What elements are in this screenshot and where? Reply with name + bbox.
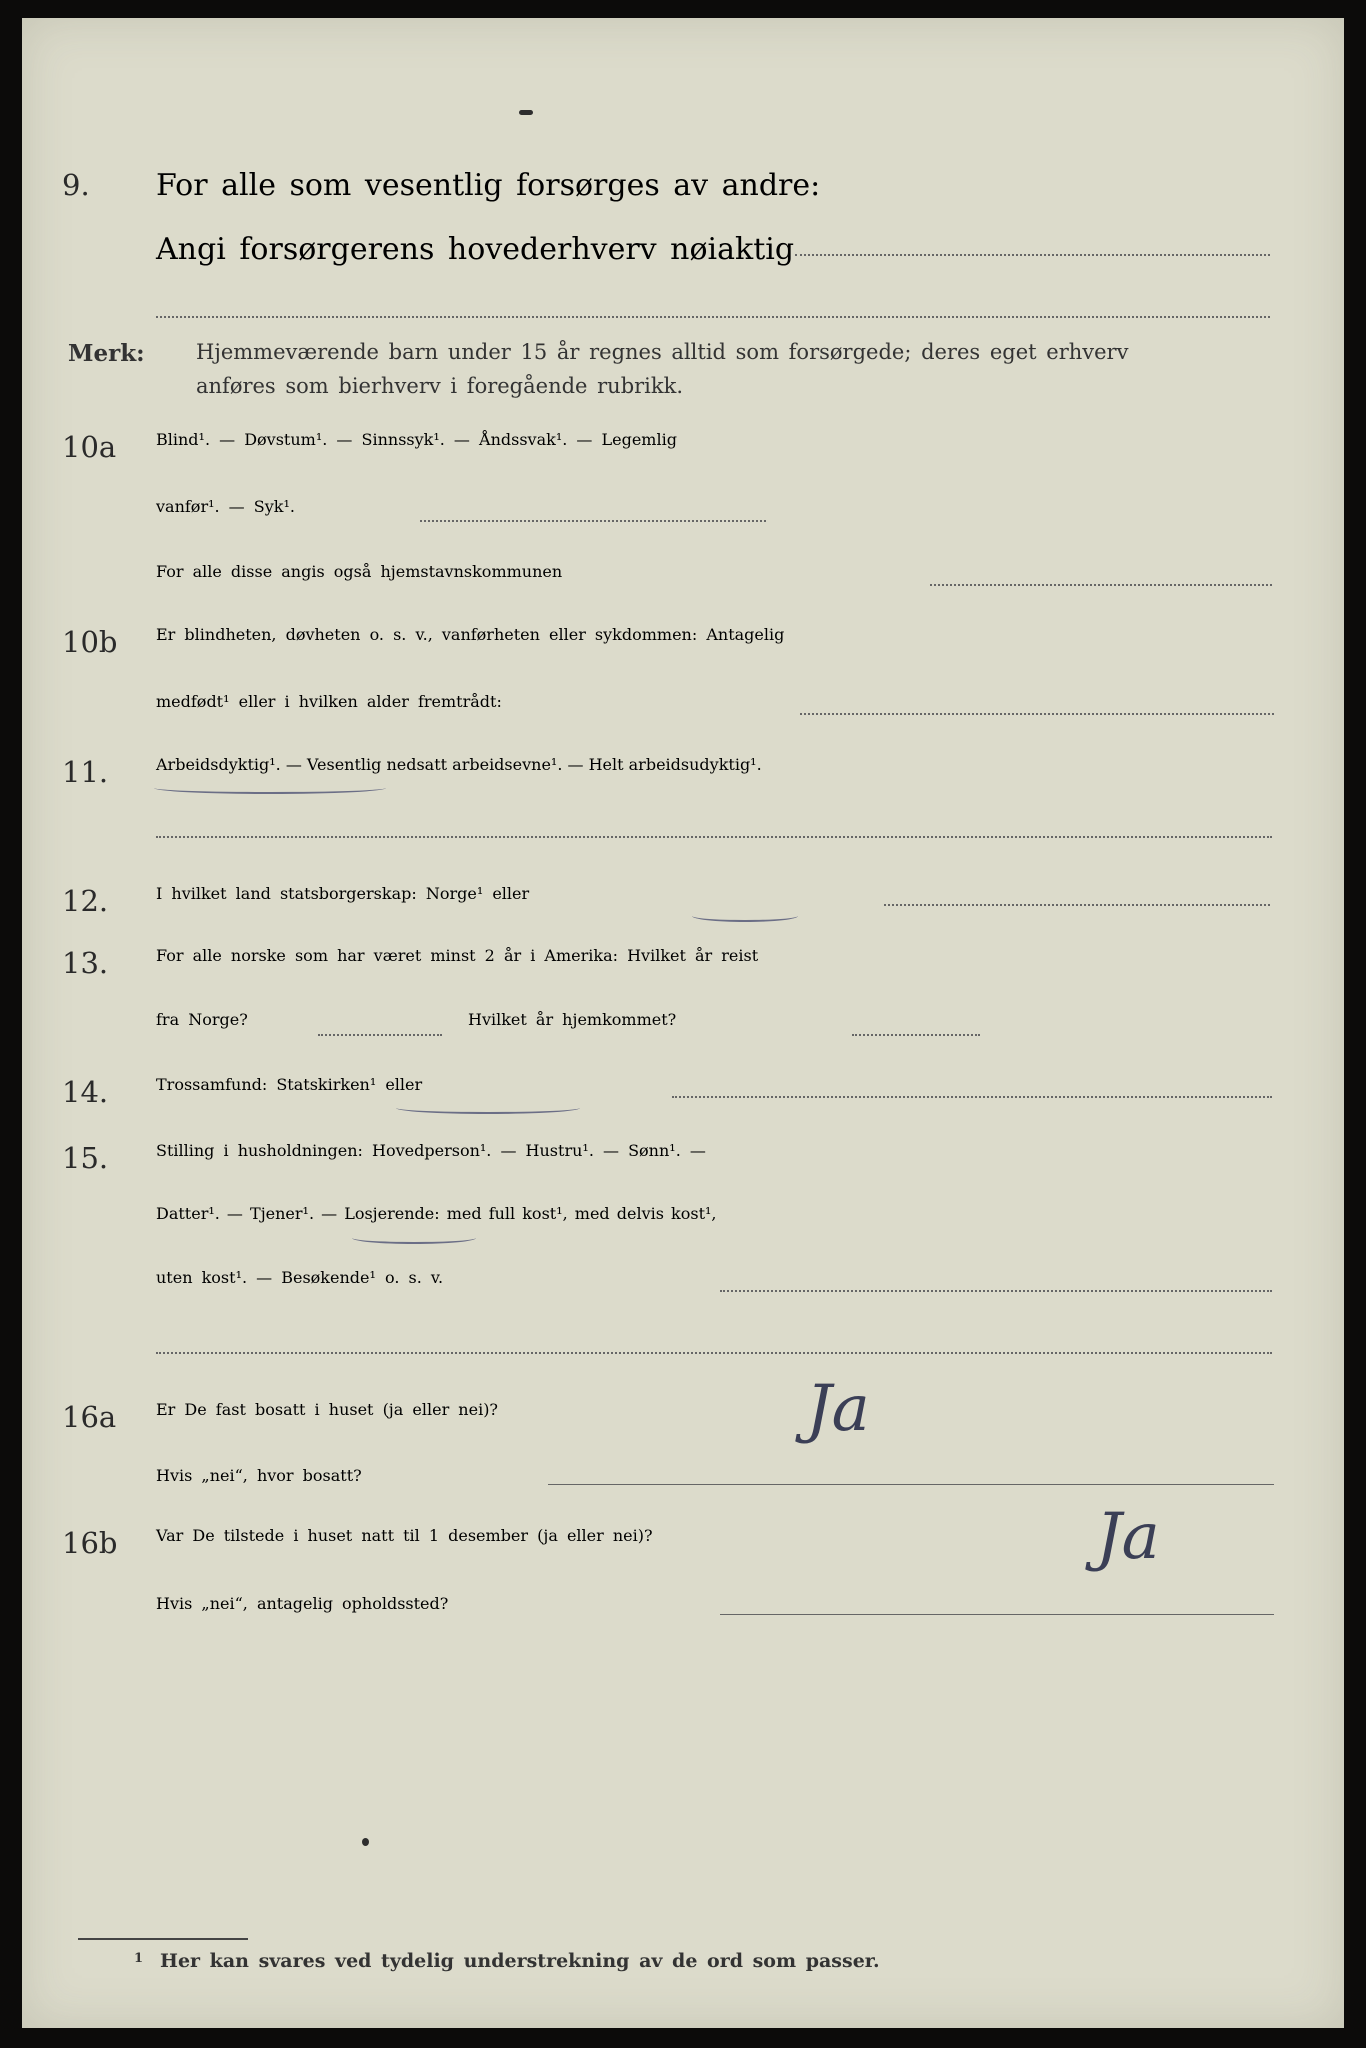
footnote-mark: 1	[134, 1951, 144, 1966]
handwritten-underline	[154, 782, 386, 794]
question-number: 16b	[62, 1526, 118, 1560]
note-text: anføres som bierhverv i foregående rubrikk.	[196, 374, 684, 398]
question-text: For alle som vesentlig forsørges av andre:	[156, 168, 821, 203]
question-number: 14.	[62, 1075, 109, 1109]
answer-line	[720, 1614, 1274, 1615]
question-text: uten kost¹. — Besøkende¹ o. s. v.	[156, 1268, 444, 1287]
question-text: vanfør¹. — Syk¹.	[156, 497, 295, 516]
ink-speck	[519, 110, 533, 115]
answer-line	[720, 1290, 1272, 1292]
answer-line	[672, 1096, 1272, 1098]
question-text: Trossamfund: Statskirken¹ eller	[156, 1075, 423, 1094]
answer-line	[930, 584, 1272, 586]
handwritten-underline	[692, 910, 798, 922]
question-text: For alle disse angis også hjemstavnskommunen	[156, 562, 563, 581]
question-number: 12.	[62, 884, 109, 918]
question-text: Er De fast bosatt i huset (ja eller nei)?	[156, 1400, 499, 1419]
question-text: I hvilket land statsborgerskap: Norge¹ eller	[156, 884, 530, 903]
question-text: fra Norge?	[156, 1010, 248, 1029]
question-text: Hvilket år hjemkommet?	[468, 1010, 677, 1029]
answer-line	[548, 1484, 1274, 1485]
question-text: Er blindheten, døvheten o. s. v., vanførheten eller sykdommen: Antagelig	[156, 625, 785, 644]
question-text: For alle norske som har været minst 2 år i Amerika: Hvilket år reist	[156, 946, 759, 965]
answer-line	[318, 1034, 442, 1036]
question-number: 15.	[62, 1141, 109, 1175]
question-number: 13.	[62, 946, 109, 980]
answer-line	[884, 904, 1270, 906]
question-text: medfødt¹ eller i hvilken alder fremtrådt:	[156, 692, 502, 711]
handwritten-answer: Ja	[806, 1372, 870, 1446]
question-text: Blind¹. — Døvstum¹. — Sinnssyk¹. — Åndssvak¹. — Legemlig	[156, 430, 677, 449]
question-number: 9.	[62, 168, 90, 202]
note-text: Hjemmeværende barn under 15 år regnes alltid som forsørgede; deres eget erhverv	[196, 340, 1129, 364]
question-number: 10b	[62, 625, 118, 659]
handwritten-answer: Ja	[1096, 1500, 1160, 1574]
question-text: Hvis „nei“, antagelig opholdssted?	[156, 1594, 449, 1613]
answer-line	[795, 254, 1270, 256]
note-label: Merk:	[68, 340, 145, 367]
ink-speck	[362, 1838, 369, 1846]
handwritten-underline	[396, 1102, 580, 1114]
question-text: Stilling i husholdningen: Hovedperson¹. — Hustru¹. — Sønn¹. —	[156, 1141, 706, 1160]
footnote-rule	[78, 1938, 248, 1940]
question-text: Datter¹. — Tjener¹. — Losjerende: med full kost¹, med delvis kost¹,	[156, 1204, 717, 1223]
question-text: Hvis „nei“, hvor bosatt?	[156, 1466, 362, 1485]
answer-line	[156, 836, 1272, 838]
question-text: Arbeidsdyktig¹. — Vesentlig nedsatt arbeidsevne¹. — Helt arbeidsudyktig¹.	[156, 755, 762, 774]
answer-line	[156, 1352, 1272, 1354]
answer-line	[852, 1034, 980, 1036]
question-text: Var De tilstede i huset natt til 1 desember (ja eller nei)?	[156, 1526, 653, 1545]
footnote-text: Her kan svares ved tydelig understrekning av de ord som passer.	[160, 1950, 880, 1972]
question-number: 16a	[62, 1400, 117, 1434]
question-number: 11.	[62, 755, 109, 789]
answer-line	[156, 316, 1270, 318]
handwritten-underline	[352, 1232, 476, 1244]
question-number: 10a	[62, 430, 117, 464]
question-text: Angi forsørgerens hovederhverv nøiaktig	[156, 232, 795, 267]
answer-line	[420, 520, 766, 522]
answer-line	[800, 713, 1274, 715]
